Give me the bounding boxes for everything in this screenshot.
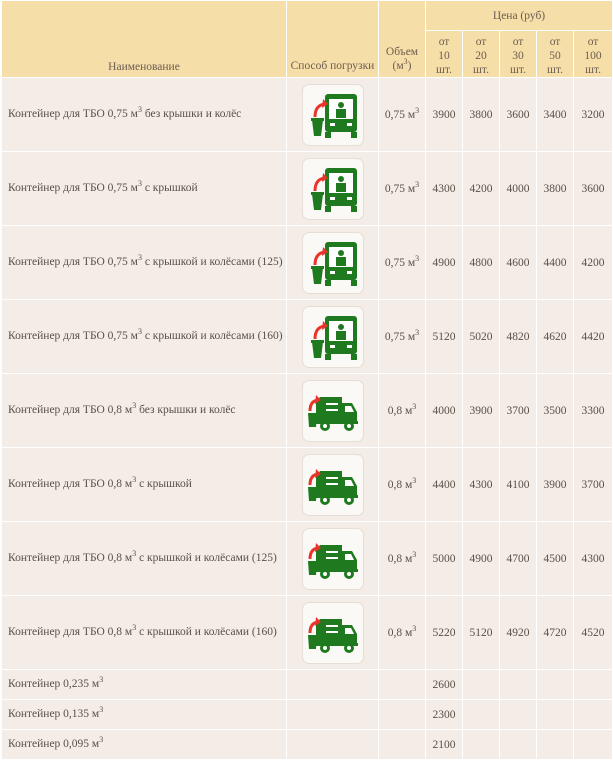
- price-cell-empty: [537, 730, 574, 760]
- price-cell: 3900: [537, 448, 574, 522]
- price-tier-header: [463, 31, 500, 78]
- product-name-text: Контейнер для ТБО 0,8 м: [8, 552, 133, 564]
- product-name-sup: 3: [137, 105, 142, 115]
- price-tier-line3: шт.: [473, 64, 489, 76]
- product-name-rest: с крышкой и колёсами (125): [141, 256, 283, 268]
- price-tier-line2: 100: [584, 50, 602, 62]
- price-tier-header: [426, 31, 463, 78]
- volume-header-text: Объем (м: [385, 46, 419, 72]
- price-cell: 4500: [537, 522, 574, 596]
- price-cell: 3200: [574, 78, 613, 152]
- rear-loader-truck-icon: [303, 529, 363, 589]
- loading-method: [287, 78, 379, 152]
- price-tier-line3: шт.: [510, 64, 526, 76]
- product-name: [2, 300, 287, 374]
- product-name: [2, 730, 287, 760]
- product-name-text: Контейнер для ТБО 0,75 м: [8, 330, 138, 342]
- volume-empty: [379, 730, 426, 760]
- price-tier-line1: от: [587, 36, 599, 48]
- price-cell: 3600: [500, 78, 537, 152]
- name-column-header: Наименование: [2, 1, 287, 78]
- volume-text: 0,8 м: [387, 404, 413, 417]
- volume-sup: 3: [415, 105, 420, 115]
- price-tier-header: [500, 31, 537, 78]
- price-cell: 3900: [426, 78, 463, 152]
- loading-method: [287, 226, 379, 300]
- price-cell-empty: [574, 700, 613, 730]
- price-cell-empty: [574, 670, 613, 700]
- volume-text: 0,75 м: [384, 182, 416, 195]
- product-name-sup: 3: [132, 475, 137, 485]
- front-loader-truck-icon: [303, 159, 363, 219]
- front-loader-truck-icon: [303, 233, 363, 293]
- price-cell: 3600: [574, 152, 613, 226]
- price-cell: 2600: [426, 670, 463, 700]
- volume-text: 0,75 м: [384, 256, 416, 269]
- price-table: [1, 0, 613, 760]
- product-name-rest: с крышкой и колёсами (160): [141, 330, 283, 342]
- price-tier-header: [537, 31, 574, 78]
- price-cell: 4100: [500, 448, 537, 522]
- table-row: [2, 596, 613, 670]
- price-cell: 4200: [574, 226, 613, 300]
- price-cell: 5220: [426, 596, 463, 670]
- price-cell: 5120: [426, 300, 463, 374]
- product-name-sup: 3: [137, 179, 142, 189]
- volume-value: [379, 596, 426, 670]
- price-cell: 4900: [463, 522, 500, 596]
- price-cell: 2100: [426, 730, 463, 760]
- price-cell: 4920: [500, 596, 537, 670]
- price-tier-line3: шт.: [547, 64, 563, 76]
- price-cell: 4200: [463, 152, 500, 226]
- volume-sup: 3: [412, 475, 417, 485]
- volume-header-sup: 3: [403, 57, 408, 67]
- price-cell: 3800: [537, 152, 574, 226]
- loading-method: [287, 448, 379, 522]
- price-cell: 4820: [500, 300, 537, 374]
- price-cell-empty: [463, 730, 500, 760]
- price-cell: 5000: [426, 522, 463, 596]
- product-name-text: Контейнер 0,235 м: [8, 678, 100, 690]
- price-cell: 3500: [537, 374, 574, 448]
- table-row: [2, 522, 613, 596]
- product-name-text: Контейнер для ТБО 0,8 м: [8, 626, 133, 638]
- product-name-text: Контейнер для ТБО 0,8 м: [8, 478, 133, 490]
- price-cell: 3800: [463, 78, 500, 152]
- price-tier-line1: от: [549, 36, 561, 48]
- price-tier-line2: 20: [475, 50, 487, 62]
- price-cell: 4800: [463, 226, 500, 300]
- volume-value: [379, 300, 426, 374]
- volume-sup: 3: [415, 253, 420, 263]
- loading-method: [287, 152, 379, 226]
- volume-sup: 3: [412, 549, 417, 559]
- price-tier-header: [574, 31, 613, 78]
- volume-sup: 3: [412, 401, 417, 411]
- product-name-rest: с крышкой и колёсами (125): [136, 552, 277, 564]
- product-name-text: Контейнер 0,095 м: [8, 738, 100, 750]
- volume-text: 0,8 м: [387, 478, 413, 491]
- loading-column-header: Способ погрузки: [287, 1, 379, 78]
- price-cell: 4000: [500, 152, 537, 226]
- volume-value: [379, 152, 426, 226]
- product-name: [2, 448, 287, 522]
- product-name-sup: 3: [99, 705, 104, 715]
- table-row: [2, 300, 613, 374]
- volume-column-header: [379, 1, 426, 78]
- product-name-rest: без крышки и колёс: [141, 108, 242, 120]
- table-row: [2, 374, 613, 448]
- product-name-text: Контейнер для ТБО 0,75 м: [8, 256, 138, 268]
- loading-method: [287, 374, 379, 448]
- table-row: [2, 448, 613, 522]
- loading-method-empty: [287, 700, 379, 730]
- volume-sup: 3: [415, 327, 420, 337]
- rear-loader-truck-icon: [303, 455, 363, 515]
- price-cell: 2300: [426, 700, 463, 730]
- price-tier-line2: 50: [549, 50, 561, 62]
- price-column-header: Цена (руб): [426, 1, 613, 31]
- product-name: [2, 226, 287, 300]
- price-tier-line2: 30: [512, 50, 524, 62]
- product-name-sup: 3: [99, 735, 104, 745]
- volume-value: [379, 78, 426, 152]
- price-tier-line1: от: [512, 36, 524, 48]
- front-loader-truck-icon: [303, 85, 363, 145]
- price-cell: 4600: [500, 226, 537, 300]
- product-name-text: Контейнер для ТБО 0,8 м: [8, 404, 133, 416]
- volume-header-tail: ): [407, 60, 412, 72]
- rear-loader-truck-icon: [303, 381, 363, 441]
- price-cell-empty: [500, 700, 537, 730]
- table-row: [2, 730, 613, 760]
- product-name-rest: с крышкой и колёсами (160): [136, 626, 277, 638]
- volume-text: 0,8 м: [387, 552, 413, 565]
- price-cell-empty: [463, 670, 500, 700]
- product-name-sup: 3: [132, 549, 137, 559]
- price-cell: 4620: [537, 300, 574, 374]
- price-cell-empty: [537, 670, 574, 700]
- product-name-sup: 3: [132, 623, 137, 633]
- loading-method-empty: [287, 730, 379, 760]
- price-cell: 4000: [426, 374, 463, 448]
- product-name-rest: без крышки и колёс: [136, 404, 236, 416]
- price-tier-line3: шт.: [436, 64, 452, 76]
- product-name-rest: с крышкой: [141, 182, 198, 194]
- price-cell: 5120: [463, 596, 500, 670]
- price-cell-empty: [574, 730, 613, 760]
- table-row: [2, 226, 613, 300]
- loading-method: [287, 596, 379, 670]
- volume-text: 0,8 м: [387, 626, 413, 639]
- price-cell: 3400: [537, 78, 574, 152]
- product-name: [2, 670, 287, 700]
- price-cell: 4400: [426, 448, 463, 522]
- price-cell: 4520: [574, 596, 613, 670]
- volume-sup: 3: [415, 179, 420, 189]
- front-loader-truck-icon: [303, 307, 363, 367]
- product-name-sup: 3: [137, 253, 142, 263]
- price-cell: 4720: [537, 596, 574, 670]
- product-name-sup: 3: [132, 401, 137, 411]
- price-cell: 4300: [574, 522, 613, 596]
- price-cell-empty: [500, 670, 537, 700]
- price-cell: 3700: [574, 448, 613, 522]
- loading-method: [287, 522, 379, 596]
- price-cell: 4400: [537, 226, 574, 300]
- volume-text: 0,75 м: [384, 330, 416, 343]
- product-name-text: Контейнер для ТБО 0,75 м: [8, 108, 138, 120]
- product-name: [2, 522, 287, 596]
- table-row: [2, 78, 613, 152]
- volume-value: [379, 226, 426, 300]
- volume-sup: 3: [412, 623, 417, 633]
- price-cell: 3700: [500, 374, 537, 448]
- product-name: [2, 152, 287, 226]
- volume-value: [379, 448, 426, 522]
- price-tier-line1: от: [475, 36, 487, 48]
- price-cell: 4420: [574, 300, 613, 374]
- price-cell-empty: [537, 700, 574, 730]
- volume-empty: [379, 700, 426, 730]
- loading-method-empty: [287, 670, 379, 700]
- price-cell: 4700: [500, 522, 537, 596]
- product-name-text: Контейнер для ТБО 0,75 м: [8, 182, 138, 194]
- price-cell: 4300: [426, 152, 463, 226]
- product-name: [2, 700, 287, 730]
- table-row: [2, 670, 613, 700]
- product-name: [2, 78, 287, 152]
- price-cell: 5020: [463, 300, 500, 374]
- loading-method: [287, 300, 379, 374]
- price-cell: 3300: [574, 374, 613, 448]
- volume-text: 0,75 м: [384, 108, 416, 121]
- price-cell-empty: [463, 700, 500, 730]
- product-name-text: Контейнер 0,135 м: [8, 708, 100, 720]
- product-name: [2, 374, 287, 448]
- price-cell: 4900: [426, 226, 463, 300]
- volume-value: [379, 374, 426, 448]
- volume-empty: [379, 670, 426, 700]
- product-name-sup: 3: [99, 675, 104, 685]
- price-cell: 3900: [463, 374, 500, 448]
- price-tier-line3: шт.: [585, 64, 601, 76]
- product-name-rest: с крышкой: [136, 478, 192, 490]
- product-name: [2, 596, 287, 670]
- rear-loader-truck-icon: [303, 603, 363, 663]
- product-name-sup: 3: [137, 327, 142, 337]
- price-cell: 4300: [463, 448, 500, 522]
- price-tier-line2: 10: [438, 50, 450, 62]
- table-row: [2, 152, 613, 226]
- volume-value: [379, 522, 426, 596]
- price-tier-line1: от: [438, 36, 450, 48]
- table-row: [2, 700, 613, 730]
- price-cell-empty: [500, 730, 537, 760]
